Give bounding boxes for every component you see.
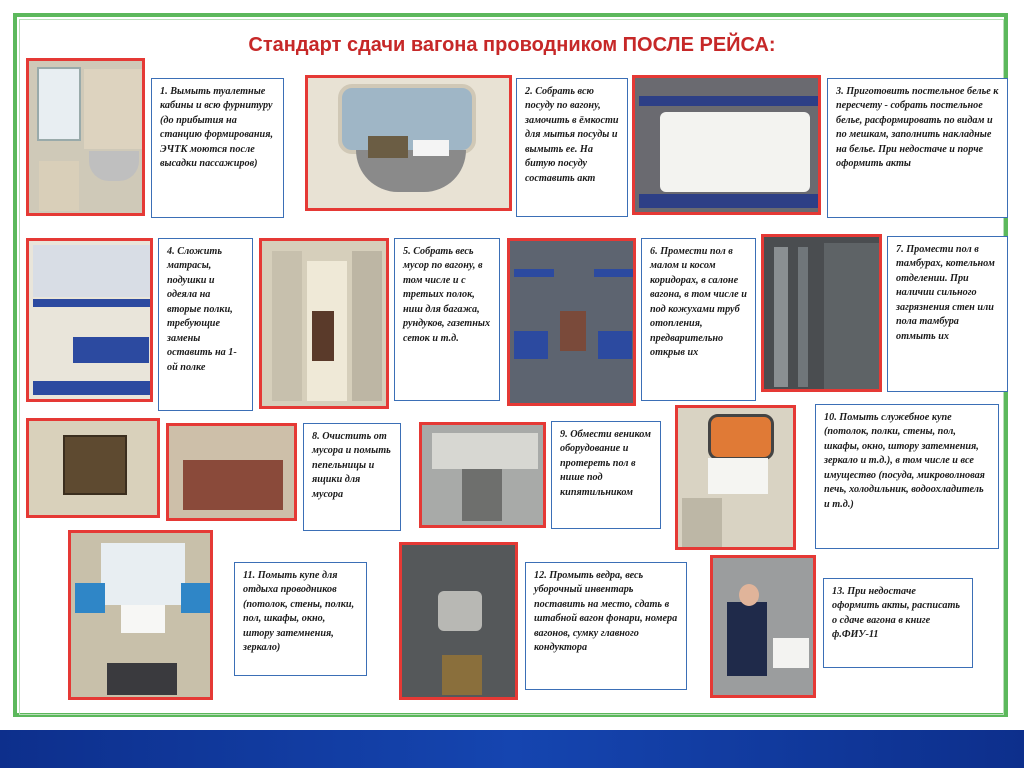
photo-compartment-table <box>305 75 512 211</box>
step-11-text: 11. Помыть купе для отдыха проводников (потолок, стены, полки, пол, шкафы, окно, штору затемнения, зеркало) <box>243 570 355 654</box>
step-11-card <box>234 562 367 676</box>
step-7-text: 7. Промести пол в тамбурах, котельном отделении. При наличии сильного загрязнения стен или пола тамбура отмыть их <box>896 244 995 342</box>
step-9-text: 9. Обмести веником оборудование и протереть пол в нише под кипятильником <box>560 429 651 498</box>
step-4-text: 4. Сложить матрасы, подушки и одеяла на вторые полки, требующие замены оставить на 1-ой полке <box>167 246 237 373</box>
photo-bed-linen <box>632 75 821 215</box>
step-12-card <box>525 562 687 690</box>
step-4-card <box>158 238 253 411</box>
step-1-card <box>151 78 284 218</box>
photo-conductor-cleaning <box>710 555 816 698</box>
step-8-text: 8. Очистить от мусора и помыть пепельницы и ящики для мусора <box>312 431 391 500</box>
photo-toilet-cabin <box>26 58 145 216</box>
photo-saloon <box>507 238 636 406</box>
photo-service-compartment <box>675 405 796 550</box>
step-13-text: 13. При недостаче оформить акты, расписать о сдаче вагона в книге ф.ФИУ-11 <box>832 586 961 641</box>
step-3-card <box>827 78 1008 218</box>
step-13-card <box>823 578 973 668</box>
step-1-text: 1. Вымыть туалетные кабины и всю фурнитуру (до прибытия на станцию формирования, ЭЧТК моются после высадки пассажиров) <box>160 86 274 170</box>
step-2-text: 2. Собрать всю посуду по вагону, замочить в ёмкости для мытья посуды и вымыть ее. На битую посуду составить акт <box>525 86 619 184</box>
photo-vestibule <box>761 234 882 392</box>
step-3-text: 3. Приготовить постельное белье к пересчету - собрать постельное белье, расформировать по видам и по мешкам, заполнить накладные на белье. При недостаче и порче оформить акты <box>836 86 999 170</box>
step-9-card <box>551 421 661 529</box>
photo-conductor-rest <box>68 530 213 700</box>
photo-trash-bin-1 <box>26 418 160 518</box>
photo-buckets-inventory <box>399 542 518 700</box>
photo-trash-bin-2 <box>166 423 297 521</box>
photo-mattresses <box>26 238 153 402</box>
page-title: Стандарт сдачи вагона проводником ПОСЛЕ РЕЙСА: <box>248 34 776 56</box>
step-10-card <box>815 404 999 549</box>
step-7-card <box>887 236 1008 392</box>
step-5-card <box>394 238 500 401</box>
photo-boiler-niche <box>419 422 546 528</box>
step-10-text: 10. Помыть служебное купе (потолок, полки, стены, пол, шкафы, окно, штору затемнения, зеркало и т.д.), в том числе и все имущество (посуда, микроволновая печь, холодильник, водоохладитель и т.д.) <box>824 412 985 510</box>
step-8-card <box>303 423 401 531</box>
step-6-card <box>641 238 756 401</box>
step-2-card <box>516 78 628 217</box>
footer-bar <box>0 730 1024 768</box>
step-6-text: 6. Промести пол в малом и косом коридорах, в салоне вагона, в том числе и под кожухами труб отопления, предварительно открыв их <box>650 246 747 359</box>
photo-corridor <box>259 238 389 409</box>
step-12-text: 12. Промыть ведра, весь уборочный инвентарь поставить на место, сдать в штабной вагон фонари, номера вагонов, сумку главного кондуктора <box>534 570 678 654</box>
step-5-text: 5. Собрать весь мусор по вагону, в том числе и с третьих полок, ниш для багажа, рундуков, газетных сеток и т.д. <box>403 246 491 344</box>
